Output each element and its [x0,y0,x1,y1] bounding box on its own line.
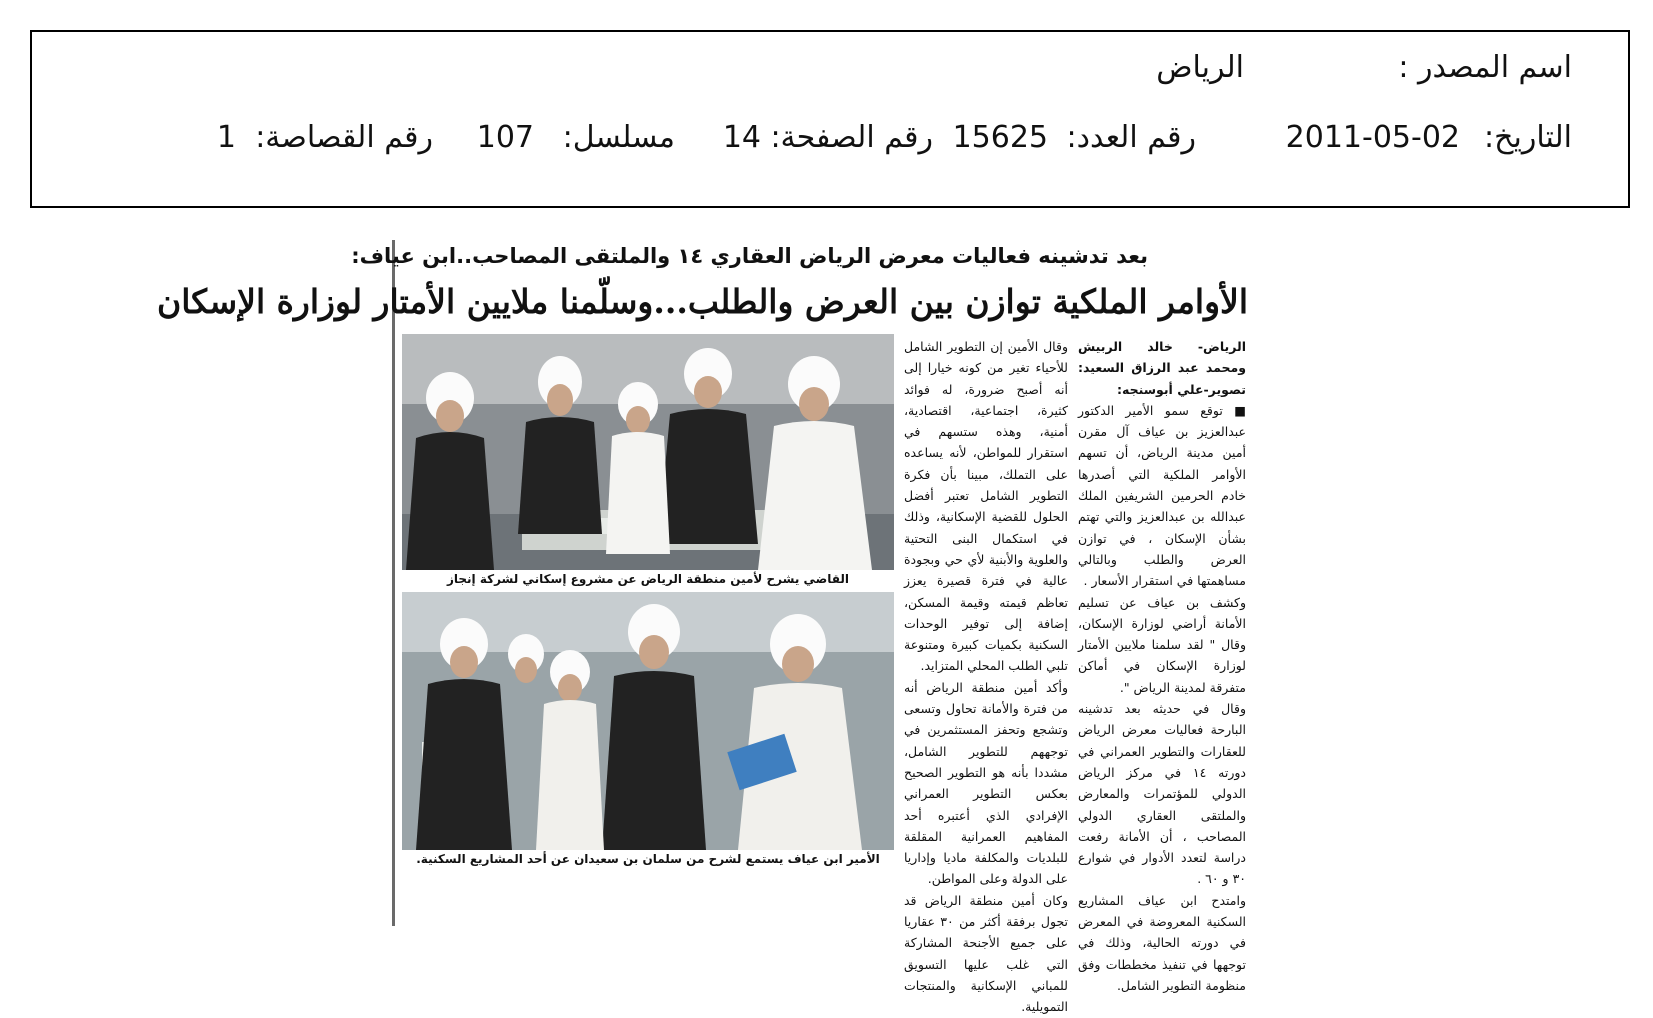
source-value: الرياض [1156,50,1244,85]
photo-top [402,334,894,570]
date-value: 2011-05-02 [1285,120,1460,155]
article-column-left [904,336,1068,1018]
issue-label: رقم العدد: [1066,120,1196,155]
article-paragraph: وامتدح ابن عياف المشاريع السكنية المعروضة في المعرض في دورته الحالية، وذلك في توجهها في تنفيذ مخططات وفق منظومة التطوير الشامل. [1078,892,1246,993]
scan-edge [392,240,395,926]
article-paragraph: وقال في حديثه بعد تدشينه البارحة فعاليات معرض الرياض للعقارات والتطوير العمراني في دورته ١٤ في مركز الرياض الدولي للمؤتمرات والمعارض والملتقى العقاري الدولي المصاحب ، أن الأمانة رفعت دراسة لتعدد الأدوار في شوارع ٣٠ و ٦٠ . [1078,701,1246,887]
photo-bottom [402,592,894,850]
photo-bottom-caption: الأمير ابن عياف يستمع لشرح من سلمان بن سعيدان عن أحد المشاريع السكنية. [416,852,880,866]
article-byline: الرياض- خالد الربيش ومحمد عبد الرزاق السعيد: تصوير-علي أبوسنجه: [1078,339,1246,397]
source-label: اسم المصدر : [1398,50,1572,85]
issue-value: 15625 [952,120,1048,155]
article-headline: الأوامر الملكية توازن بين العرض والطلب...وسلّمنا ملايين الأمتار لوزارة الإسكان [156,282,1248,321]
article-paragraph: وكان أمين منطقة الرياض قد تجول برفقة أكثر من ٣٠ عقاريا على جميع الأجنحة المشاركة التي غلب عليها التسويق للمباني الإسكانية والمنتجات التمويلية. [904,892,1068,1015]
article-paragraph: وأكد أمين منطقة الرياض أنه من فترة والأمانة تحاول وتسعى وتشجع وتحفز المستثمرين في توجههم للتطوير الشامل، مشددا بأنه هو التطوير الصحيح بعكس التطوير العمراني الإفرادي الذي أعتبره أحد المفاهيم العمرانية المقلقة للبلديات والمكلفة ماديا وإداريا على الدولة وعلى المواطن. [904,679,1068,887]
date-label: التاريخ: [1484,120,1572,155]
article-paragraph: ■ توقع سمو الأمير الدكتور عبدالعزيز بن عياف آل مقرن أمين مدينة الرياض، أن تسهم الأوامر الملكية التي أصدرها خادم الحرمين الشريفين الملك عبدالله بن عبدالعزيز والتي تهتم بشأن الإسكان ، في توازن العرض والطلب وبالتالي مساهمتها في استقرار الأسعار . [1078,402,1246,589]
article-paragraph: وكشف بن عياف عن تسليم الأمانة أراضي لوزارة الإسكان، وقال " لقد سلمنا ملايين الأمتار لوزارة الإسكان في أماكن متفرقة لمدينة الرياض ". [1078,594,1246,695]
page-label: رقم الصفحة: [770,120,933,155]
clip-label: رقم القصاصة: [255,120,433,155]
source-info-box [30,30,1630,208]
page-value: 14 [722,120,761,155]
article-column-right [1078,336,1246,996]
clip-value: 1 [216,120,236,155]
photo-top-caption: القاضي يشرح لأمين منطقة الرياض عن مشروع إسكاني لشركة إنجاز [446,572,850,586]
photo-bottom-image [402,592,894,850]
serial-value: 107 [476,120,534,155]
serial-label: مسلسل: [562,120,675,155]
newspaper-clipping [156,240,1258,1015]
article-kicker: بعد تدشينه فعاليات معرض الرياض العقاري ١٤ والملتقى المصاحب..ابن عياف: [351,244,1148,268]
photo-top-image [402,334,894,570]
article-paragraph: وقال الأمين إن التطوير الشامل للأحياء تغير من كونه خيارا إلى أنه أصبح ضرورة، له فوائد كثيرة، اجتماعية، اقتصادية، أمنية، وهذه ستسهم في استقرار للمواطن، لأنه يساعده على التملك، مبينا بأن فكرة التطوير الشامل تعتبر أفضل الحلول للقضية الإسكانية، وذلك في استكمال البنى التحتية والعلوية والأبنية لأي حي وبجودة عالية في فترة قصيرة يعزز تعاظم قيمته وقيمة المسكن، إضافة إلى توفير الوحدات السكنية بكميات كبيرة ومتنوعة تلبي الطلب المحلي المتزايد. [904,339,1068,674]
